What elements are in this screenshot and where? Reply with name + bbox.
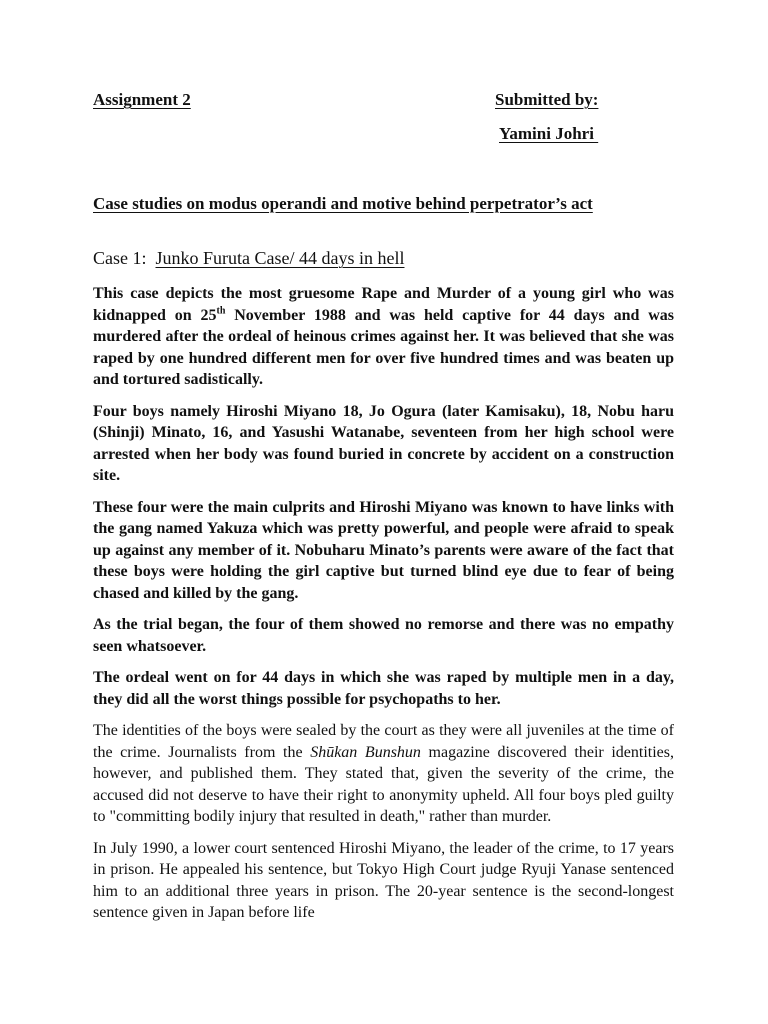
paragraph-1-text-b: November 1988 and was held captive for 44 days and was murdered after the ordeal of heinous crimes against her. It was believed that she was raped by one hundred different men for over five hundred times and was beaten up and tortured sadistically. — [93, 306, 674, 388]
paragraph-2: Four boys namely Hiroshi Miyano 18, Jo Ogura (later Kamisaku), 18, Nobu haru (Shinji) Minato, 16, and Yasushi Watanabe, seventeen from her high school were arrested when her body was found buried in concrete by accident on a construction site. — [93, 402, 674, 484]
paragraph-1 — [93, 283, 674, 391]
case-heading — [93, 248, 404, 269]
paragraph-6-text-b: magazine discovered their identities, however, and published them. They stated that, given the severity of the crime, the accused did not deserve to have their right to anonymity upheld. All four boys pled guilty to "committing bodily injury that resulted in death," rather than murder. — [93, 743, 674, 825]
paragraph-7: In July 1990, a lower court sentenced Hiroshi Miyano, the leader of the crime, to 17 years in prison. He appealed his sentence, but Tokyo High Court judge Ryuji Yanase sentenced him to an additional three years in prison. The 20-year sentence is the second-longest sentence given in Japan before life — [93, 839, 674, 921]
document-title: Case studies on modus operandi and motive behind perpetrator’s act — [93, 194, 593, 213]
magazine-name: Shūkan Bunshun — [310, 743, 421, 761]
assignment-label: Assignment 2 — [93, 90, 191, 109]
paragraph-6 — [93, 720, 674, 828]
paragraph-5: The ordeal went on for 44 days in which she was raped by multiple men in a day, they did all the worst things possible for psychopaths to her. — [93, 669, 674, 708]
date-suffix: th — [216, 305, 226, 317]
case-name: Junko Furuta Case/ 44 days in hell — [155, 248, 405, 268]
author-name: Yamini Johri — [499, 124, 599, 143]
body-text — [93, 283, 674, 934]
submitted-by-label: Submitted by: — [495, 90, 599, 109]
case-prefix: Case 1: — [93, 248, 156, 268]
paragraph-6-text-a: The identities of the boys were sealed by the court as they were all juveniles at the time of the crime. Journalists from the — [93, 722, 674, 761]
paragraph-3: These four were the main culprits and Hiroshi Miyano was known to have links with the gang named Yakuza which was pretty powerful, and people were afraid to speak up against any member of it. Nobuharu Minato’s parents were aware of the fact that these boys were holding the girl captive but turned blind eye due to fear of being chased and killed by the gang. — [93, 498, 674, 602]
paragraph-4: As the trial began, the four of them showed no remorse and there was no empathy seen whatsoever. — [93, 616, 674, 655]
paragraph-1-text-a: This case depicts the most gruesome Rape and Murder of a young girl who was kidnapped on 25 — [93, 285, 674, 324]
